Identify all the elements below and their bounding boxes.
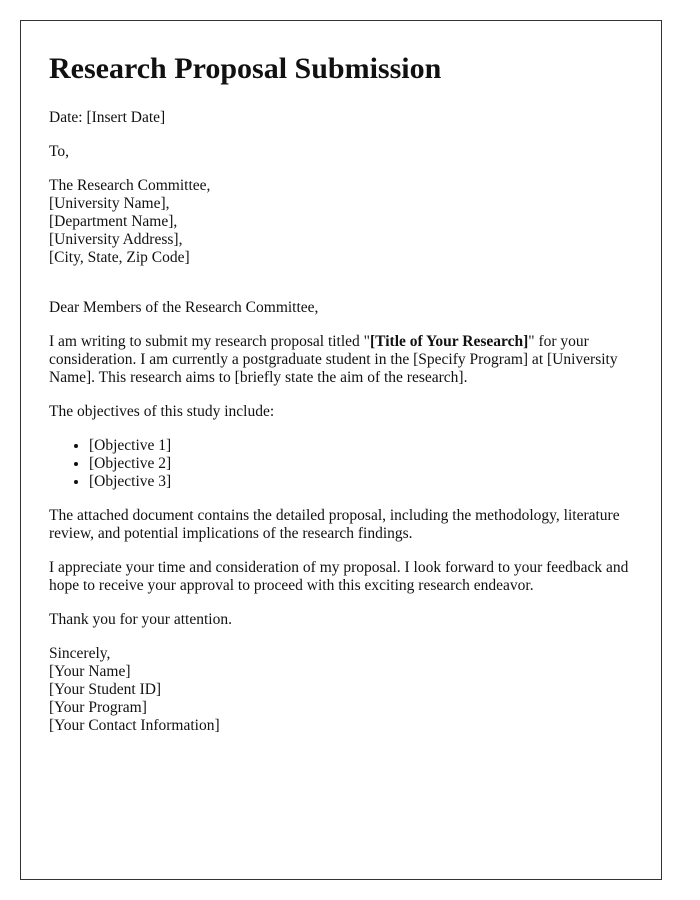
- recipient-line: The Research Committee,: [49, 177, 211, 194]
- signature-name: [Your Name]: [49, 663, 131, 680]
- intro-paragraph: [49, 333, 639, 387]
- signature-closing: Sincerely,: [49, 645, 111, 662]
- page-title: Research Proposal Submission: [49, 52, 442, 85]
- recipient-line: [University Address],: [49, 231, 183, 248]
- objectives-intro: The objectives of this study include:: [49, 403, 275, 420]
- letter-content: [49, 49, 639, 735]
- letter-page: [20, 20, 662, 880]
- spacer: [49, 283, 639, 299]
- intro-text-after: " for your consideration. I am currently a postgraduate student in the [Specify Program] at [University Name]. This research aims to [briefly state the aim of the research].: [49, 333, 618, 386]
- recipient-line: [Department Name],: [49, 213, 178, 230]
- appreciation-paragraph: I appreciate your time and consideration of my proposal. I look forward to your feedback and hope to receive your approval to proceed with this exciting research endeavor.: [49, 559, 629, 594]
- thanks-line: Thank you for your attention.: [49, 611, 232, 628]
- to-line: To,: [49, 143, 70, 160]
- objective-item: • [Objective 3]: [89, 473, 639, 491]
- signature-student-id: [Your Student ID]: [49, 681, 162, 698]
- attached-paragraph: The attached document contains the detailed proposal, including the methodology, literature review, and potential implications of the research findings.: [49, 507, 620, 542]
- objective-item: • [Objective 2]: [89, 455, 639, 473]
- salutation: Dear Members of the Research Committee,: [49, 299, 319, 316]
- recipient-line: [University Name],: [49, 195, 170, 212]
- signature-program: [Your Program]: [49, 699, 147, 716]
- intro-text-before: I am writing to submit my research proposal titled ": [49, 333, 370, 350]
- objective-item: • [Objective 1]: [89, 437, 639, 455]
- date-line: Date: [Insert Date]: [49, 109, 166, 126]
- signature-contact: [Your Contact Information]: [49, 717, 220, 734]
- research-title-placeholder: [Title of Your Research]: [370, 333, 529, 350]
- signature-block: [49, 645, 639, 735]
- recipient-line: [City, State, Zip Code]: [49, 249, 190, 266]
- objectives-list: [49, 437, 639, 491]
